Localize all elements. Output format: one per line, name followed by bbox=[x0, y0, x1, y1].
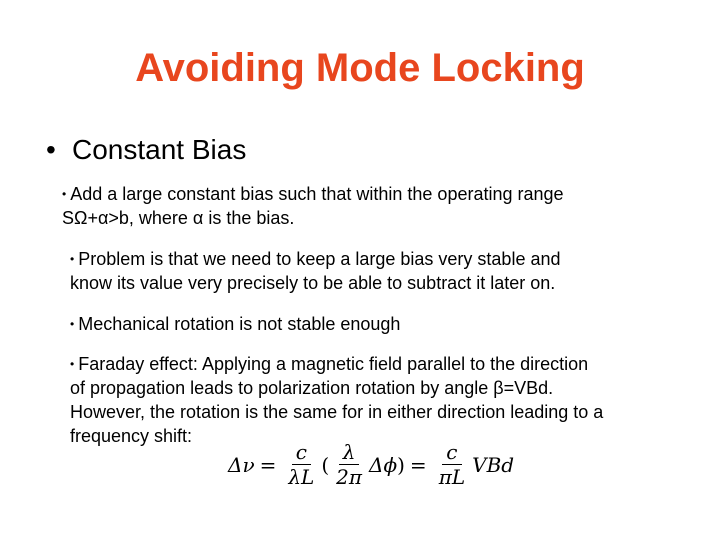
sub-bullet-line: frequency shift: bbox=[70, 426, 193, 446]
sub-bullet-faraday bbox=[70, 352, 603, 448]
bullet-marker: • bbox=[46, 134, 56, 165]
sub-bullet-problem bbox=[70, 247, 561, 295]
formula-delta-phi: Δϕ bbox=[369, 452, 398, 477]
fraction-denominator: πL bbox=[438, 465, 466, 489]
bullet-marker: • bbox=[70, 317, 75, 331]
formula-paren-close: ) bbox=[397, 452, 405, 477]
sub-bullet-line bbox=[70, 312, 400, 336]
fraction-denominator: 2π bbox=[336, 465, 363, 489]
line-text: Mechanical rotation is not stable enough bbox=[78, 314, 401, 334]
sub-bullet-bias bbox=[62, 182, 564, 230]
sub-bullet-line: However, the rotation is the same for in either direction leading to a bbox=[70, 402, 604, 422]
formula-lhs: Δν bbox=[228, 452, 255, 477]
line-text: Faraday effect: Applying a magnetic field parallel to the direction bbox=[78, 354, 589, 374]
sub-bullet-line: of propagation leads to polarization rotation by angle β=VBd. bbox=[70, 378, 554, 398]
fraction-c-over-lambda-l bbox=[284, 440, 318, 489]
bullet-marker: • bbox=[70, 252, 75, 266]
fraction-numerator: c bbox=[292, 440, 311, 465]
slide-title: Avoiding Mode Locking bbox=[135, 46, 585, 90]
bullet-marker: • bbox=[70, 357, 75, 371]
sub-bullet-line: know its value very precisely to be able to subtract it later on. bbox=[70, 273, 556, 293]
fraction-denominator: λL bbox=[288, 465, 315, 489]
fraction-lambda-over-2pi bbox=[332, 440, 366, 489]
line-text: Add a large constant bias such that within the operating range bbox=[70, 184, 564, 204]
formula-equals: = bbox=[259, 452, 277, 477]
sub-bullet-line bbox=[70, 352, 603, 376]
main-bullet bbox=[46, 132, 246, 168]
formula-rhs: VBd bbox=[472, 452, 515, 477]
bullet-marker: • bbox=[62, 187, 67, 201]
main-bullet-text: Constant Bias bbox=[72, 134, 247, 165]
fraction-numerator: λ bbox=[339, 440, 360, 465]
sub-bullet-line bbox=[70, 247, 561, 271]
fraction-numerator: c bbox=[442, 440, 461, 465]
fraction-c-over-pi-l bbox=[435, 440, 469, 489]
formula-paren-open: ( bbox=[321, 452, 330, 477]
sub-bullet-mechanical bbox=[70, 312, 400, 336]
sub-bullet-line bbox=[62, 182, 564, 206]
sub-bullet-line: SΩ+α>b, where α is the bias. bbox=[62, 208, 295, 228]
frequency-shift-formula bbox=[228, 440, 514, 489]
line-text: Problem is that we need to keep a large bias very stable and bbox=[78, 249, 561, 269]
formula-equals: = bbox=[409, 452, 427, 477]
